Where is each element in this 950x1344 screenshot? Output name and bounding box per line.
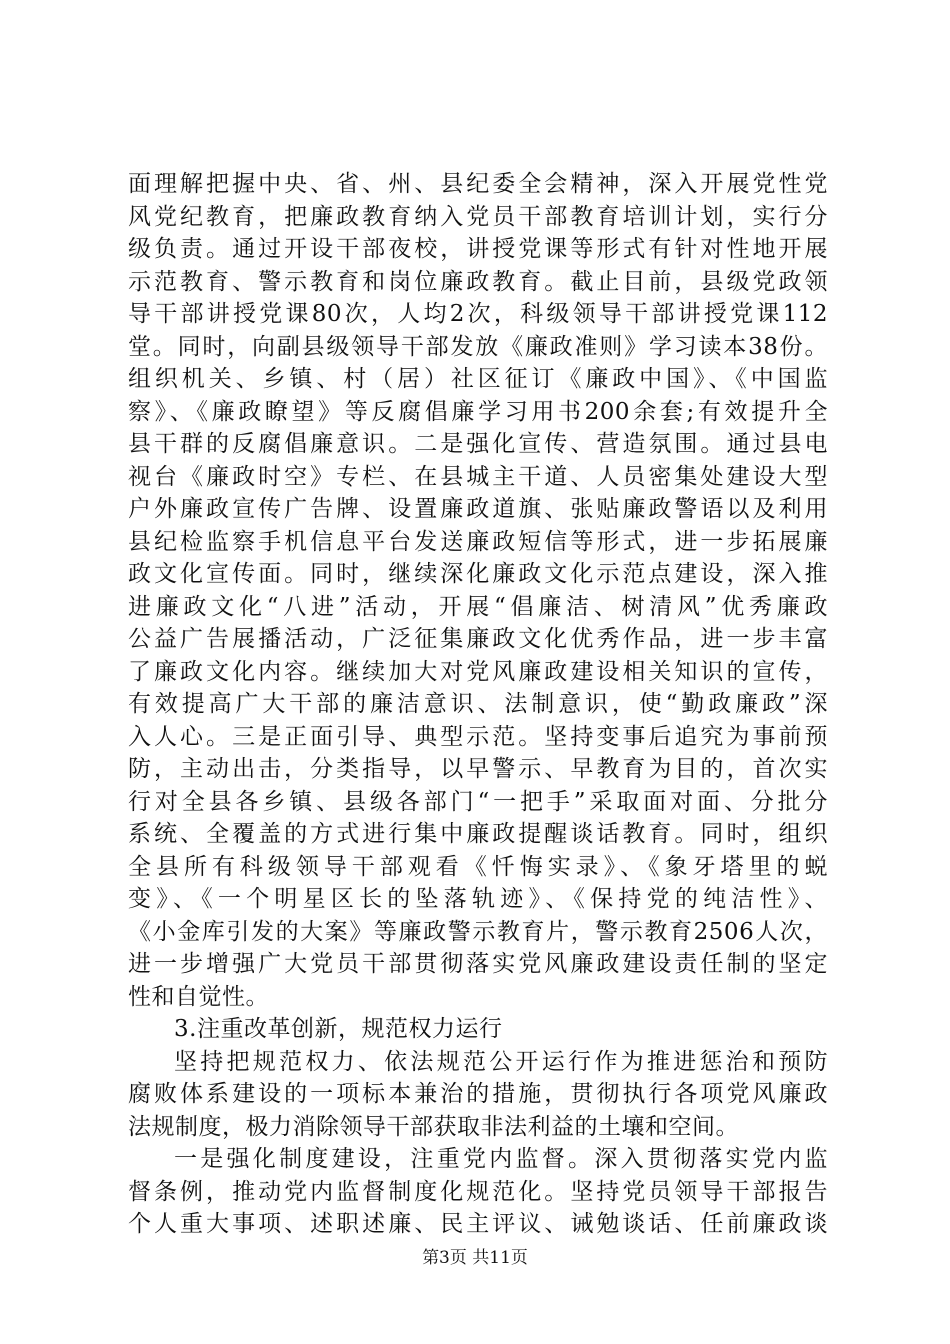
text-line: 有效提高广大干部的廉洁意识、法制意识，使“勤政廉政”深 xyxy=(128,691,828,717)
text-line: 系统、全覆盖的方式进行集中廉政提醒谈话教育。同时，组织 xyxy=(128,821,828,847)
text-line: 风党纪教育，把廉政教育纳入党员干部教育培训计划，实行分 xyxy=(128,203,828,230)
paragraph-heading xyxy=(128,1013,828,1046)
text-line: 防，主动出击，分类指导，以早警示、早教育为目的，首次实 xyxy=(128,756,828,782)
text-line: 县干群的反腐倡廉意识。二是强化宣传、营造氛围。通过县电 xyxy=(128,431,828,457)
text-line: 3.注重改革创新，规范权力运行 xyxy=(174,1016,503,1042)
text-line: 个人重大事项、述职述廉、民主评议、诫勉谈话、任前廉政谈 xyxy=(128,1211,828,1237)
text-line: 视台《廉政时空》专栏、在县城主干道、人员密集处建设大型 xyxy=(128,463,828,490)
text-line: 督条例，推动党内监督制度化规范化。坚持党员领导干部报告 xyxy=(128,1178,828,1205)
document-body xyxy=(128,168,828,1241)
text-line: 察》、《廉政瞭望》等反腐倡廉学习用书200余套;有效提升全 xyxy=(128,398,828,425)
text-line: 法规制度，极力消除领导干部获取非法利益的土壤和空间。 xyxy=(128,1113,739,1140)
text-line: 级负责。通过开设干部夜校，讲授党课等形式有针对性地开展 xyxy=(128,236,828,262)
text-line: 县纪检监察手机信息平台发送廉政短信等形式，进一步拓展廉 xyxy=(128,528,828,555)
text-line: 《小金库引发的大案》等廉政警示教育片，警示教育2506人次， xyxy=(128,918,828,945)
paragraph-indented xyxy=(128,1046,828,1144)
text-line: 腐败体系建设的一项标本兼治的措施，贯彻执行各项党风廉政 xyxy=(128,1081,828,1107)
text-line: 公益广告展播活动，广泛征集廉政文化优秀作品，进一步丰富 xyxy=(128,626,828,652)
text-line: 了廉政文化内容。继续加大对党风廉政建设相关知识的宣传， xyxy=(128,658,828,685)
text-line: 进廉政文化“八进”活动，开展“倡廉洁、树清风”优秀廉政 xyxy=(128,593,828,620)
paragraph-indented xyxy=(128,1143,828,1241)
text-line: 进一步增强广大党员干部贯彻落实党风廉政建设责任制的坚定 xyxy=(128,951,828,977)
text-line: 一是强化制度建设，注重党内监督。深入贯彻落实党内监 xyxy=(174,1146,828,1172)
paragraph-continued xyxy=(128,168,828,1013)
text-line: 户外廉政宣传广告牌、设置廉政道旗、张贴廉政警语以及利用 xyxy=(128,496,828,522)
text-line: 行对全县各乡镇、县级各部门“一把手”采取面对面、分批分 xyxy=(128,788,828,815)
text-line: 政文化宣传面。同时，继续深化廉政文化示范点建设，深入推 xyxy=(128,561,828,587)
text-line: 全县所有科级领导干部观看《忏悔实录》、《象牙塔里的蜕 xyxy=(128,853,828,880)
text-line: 堂。同时，向副县级领导干部发放《廉政准则》学习读本38份。 xyxy=(128,333,828,360)
text-line: 性和自觉性。 xyxy=(128,983,269,1010)
text-line: 面理解把握中央、省、州、县纪委全会精神，深入开展党性党 xyxy=(128,171,828,197)
page-footer: 第3页 共11页 xyxy=(422,1248,528,1268)
text-line: 示范教育、警示教育和岗位廉政教育。截止目前，县级党政领 xyxy=(128,268,828,295)
text-line: 入人心。三是正面引导、典型示范。坚持变事后追究为事前预 xyxy=(128,723,828,750)
text-line: 变》、《一个明星区长的坠落轨迹》、《保持党的纯洁性》、 xyxy=(128,886,828,912)
text-line: 坚持把规范权力、依法规范公开运行作为推进惩治和预防 xyxy=(174,1048,828,1075)
text-line: 导干部讲授党课80次，人均2次，科级领导干部讲授党课112 xyxy=(128,301,828,327)
text-line: 组织机关、乡镇、村（居）社区征订《廉政中国》、《中国监 xyxy=(128,366,828,392)
